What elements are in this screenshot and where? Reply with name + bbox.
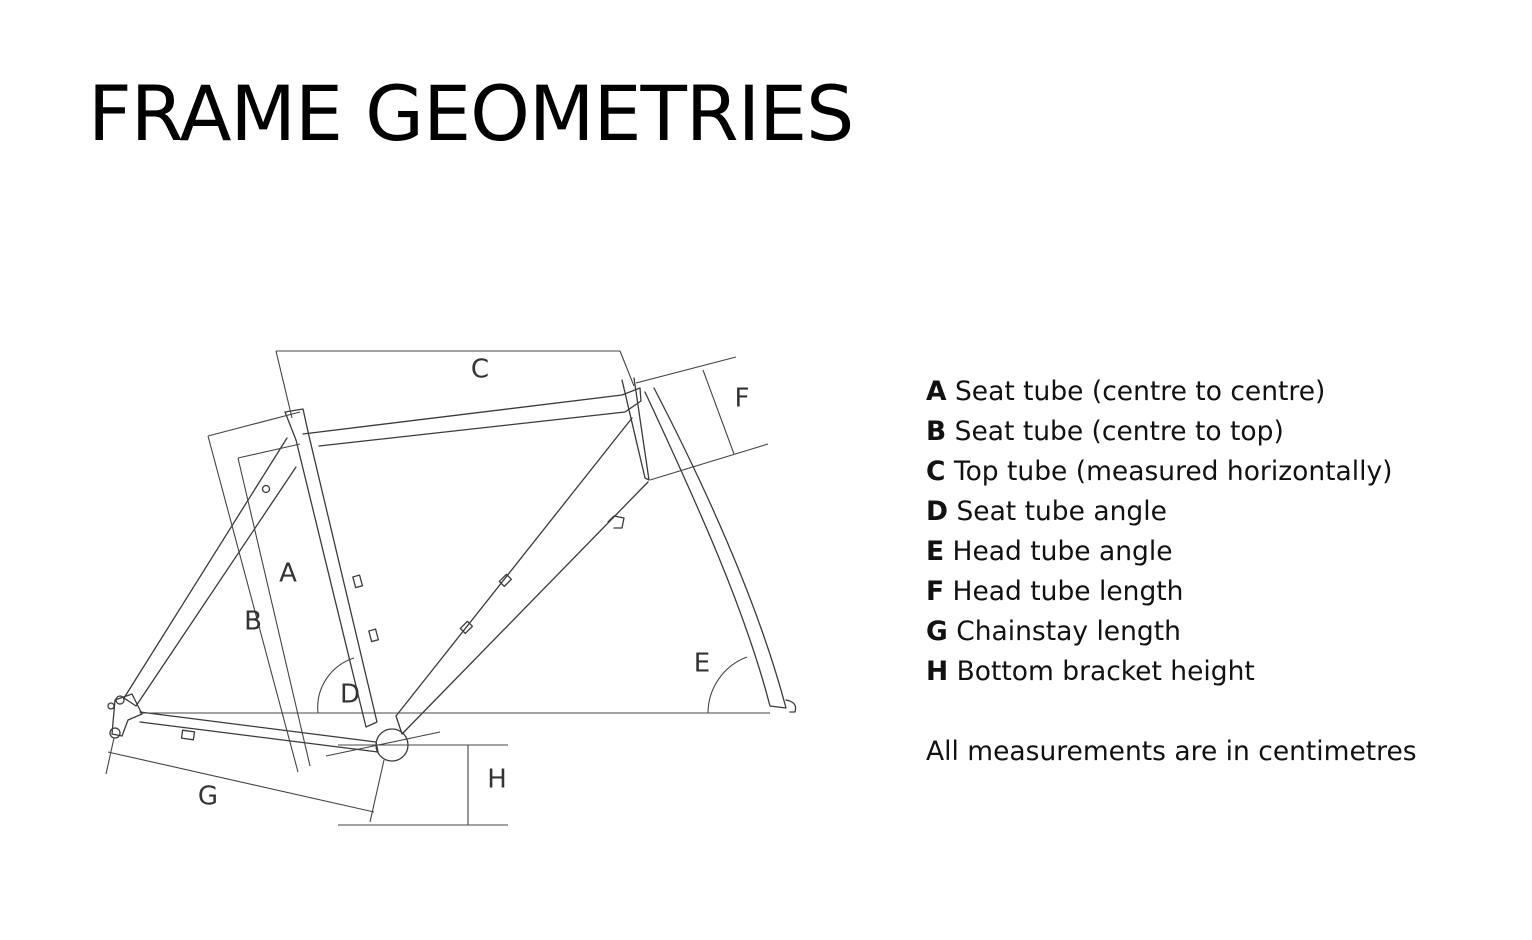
legend-text: Chainstay length	[956, 616, 1181, 647]
dimension-lines	[106, 351, 770, 825]
units-note: All measurements are in centimetres	[926, 736, 1417, 767]
legend-item-c	[926, 452, 1393, 492]
legend-text: Seat tube angle	[956, 496, 1167, 527]
label-c: C	[470, 354, 490, 385]
legend-text: Head tube length	[952, 576, 1184, 607]
legend-item-f	[926, 572, 1393, 612]
label-g: G	[197, 781, 219, 812]
legend-key: D	[926, 496, 948, 527]
legend-text: Bottom bracket height	[956, 656, 1255, 687]
legend-item-h	[926, 652, 1393, 692]
legend-text: Seat tube (centre to top)	[954, 416, 1284, 447]
legend-key: H	[926, 656, 949, 687]
legend-text: Seat tube (centre to centre)	[954, 376, 1326, 407]
legend-text: Top tube (measured horizontally)	[953, 456, 1393, 487]
legend-key: B	[926, 416, 947, 447]
legend-key: E	[926, 536, 945, 567]
legend-item-d	[926, 492, 1393, 532]
measurement-legend	[926, 372, 1393, 692]
legend-item-g	[926, 612, 1393, 652]
label-a: A	[279, 558, 297, 589]
label-b: B	[244, 606, 262, 637]
legend-text: Head tube angle	[952, 536, 1173, 567]
label-f: F	[734, 383, 750, 414]
label-e: E	[693, 648, 711, 679]
legend-key: G	[926, 616, 948, 647]
legend-key: F	[926, 576, 945, 607]
label-h: H	[487, 764, 507, 795]
label-d: D	[339, 679, 361, 710]
legend-item-a	[926, 372, 1393, 412]
legend-key: C	[926, 456, 946, 487]
legend-key: A	[926, 376, 947, 407]
legend-item-e	[926, 532, 1393, 572]
page-title: FRAME GEOMETRIES	[88, 69, 854, 158]
legend-item-b	[926, 412, 1393, 452]
